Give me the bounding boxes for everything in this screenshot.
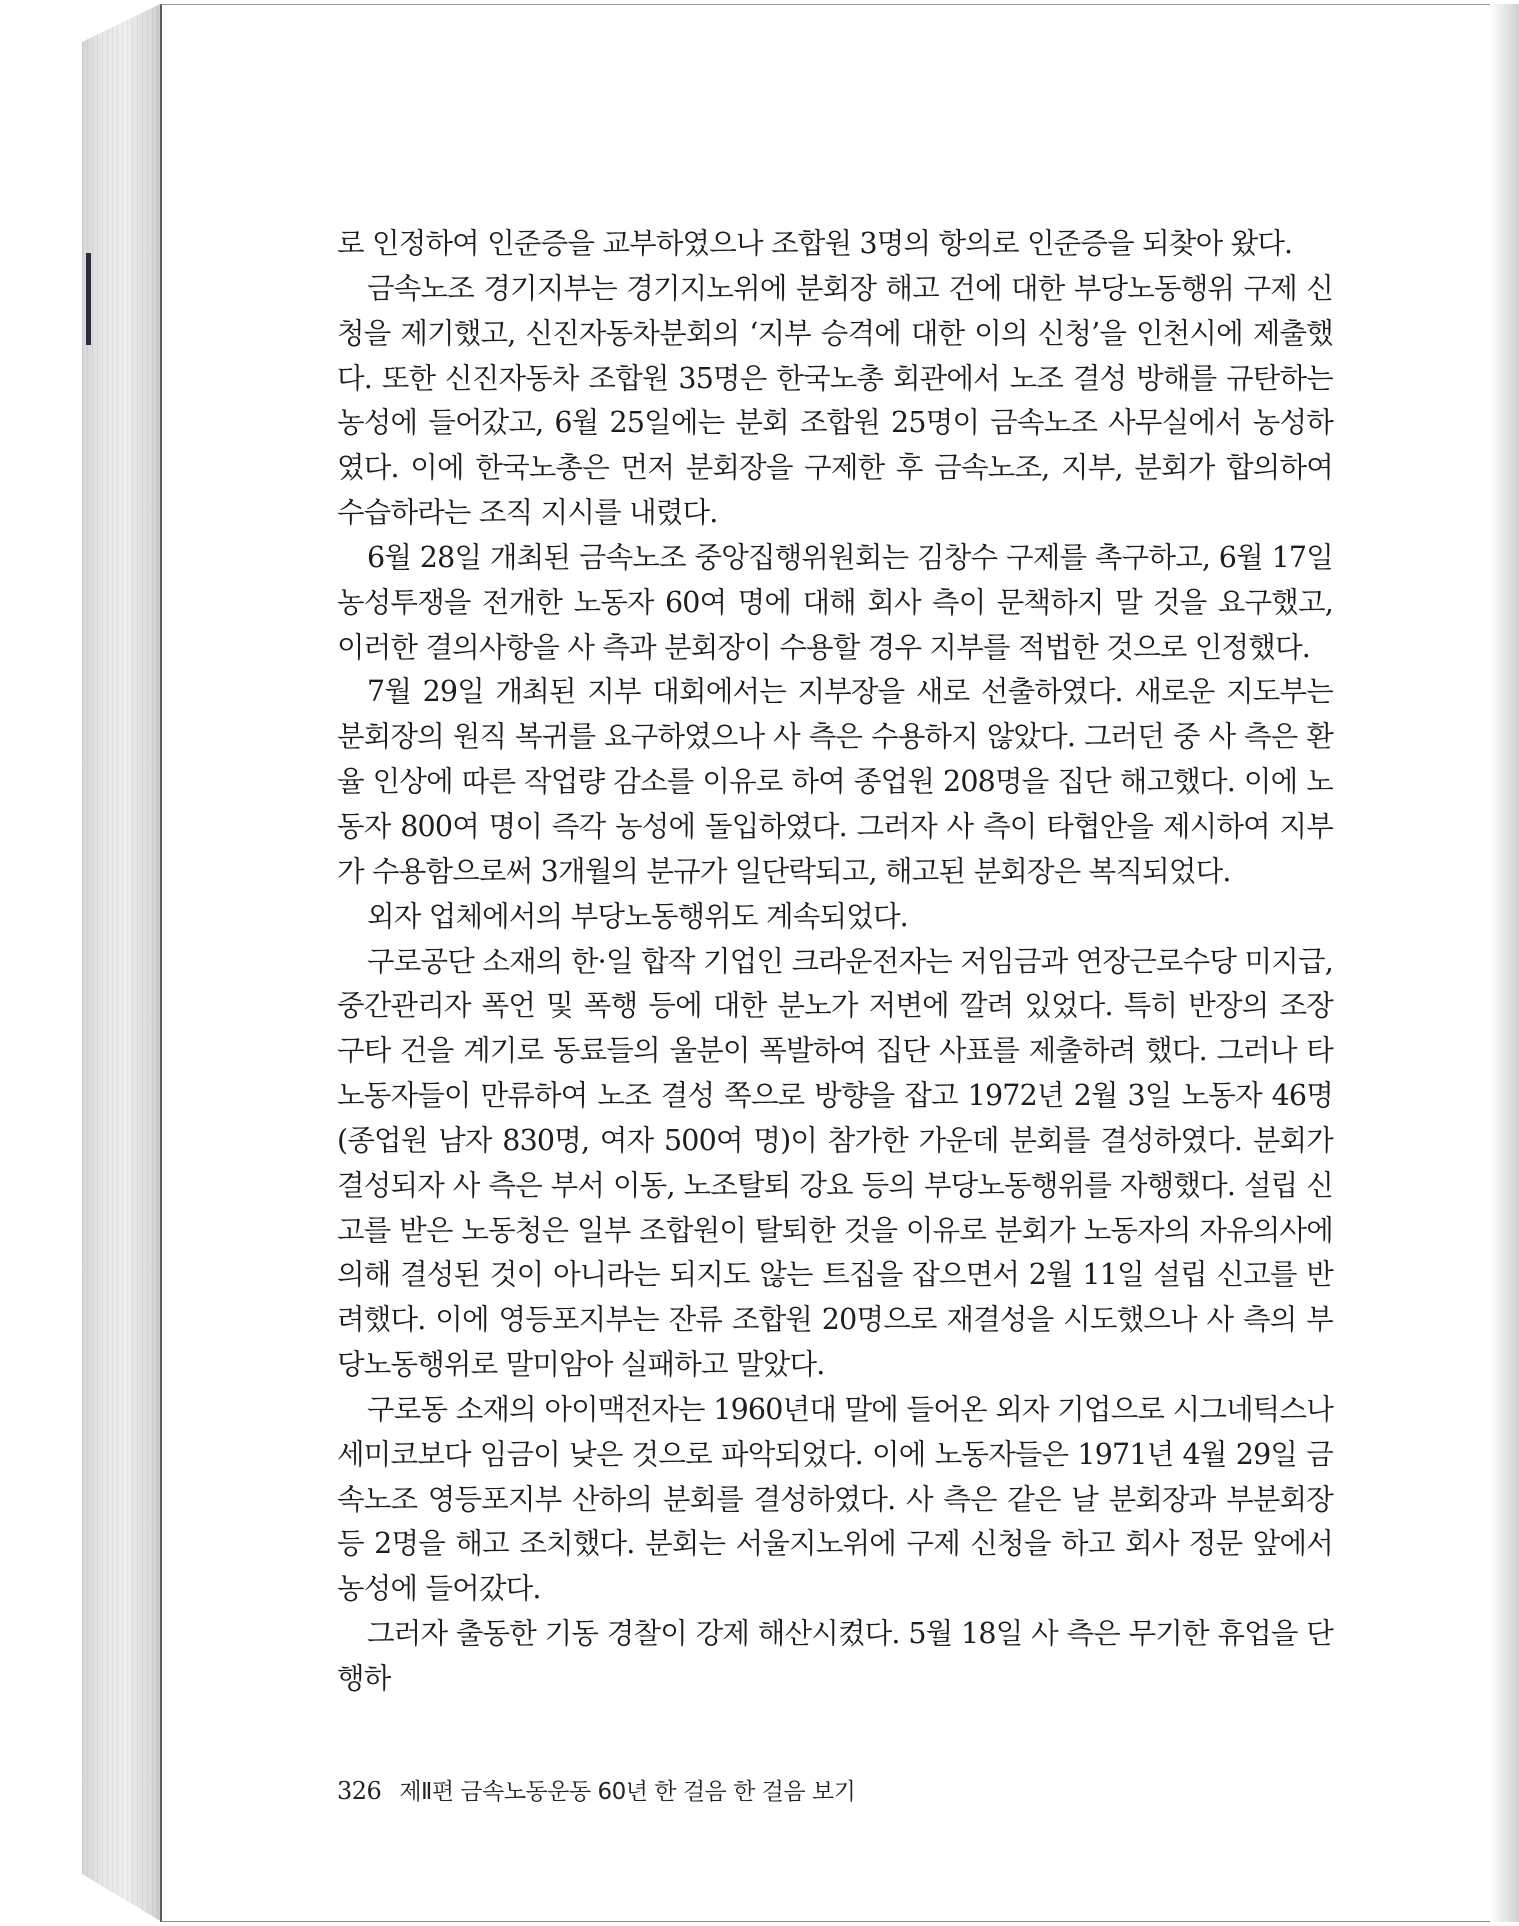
spine-bookmark-ribbon — [86, 253, 91, 345]
paragraph: 7월 29일 개최된 지부 대회에서는 지부장을 새로 선출하였다. 새로운 지도부는 분회장의 원직 복귀를 요구하였으나 사 측은 수용하지 않았다. 그러던 중 사 측은 환율 인상에 따른 작업량 감소를 이유로 하여 종업원 208명을 집단 해고했다. 이에 노동자 800여 명이 즉각 농성에 돌입하였다. 그러자 사 측이 타협안을 제시하여 지부가 수용함으로써 3개월의 분규가 일단락되고, 해고된 분회장은 복직되었다. — [337, 675, 1333, 888]
body-text — [337, 222, 1333, 1702]
page-right-shadow — [1490, 4, 1519, 1922]
paragraph: 외자 업체에서의 부당노동행위도 계속되었다. — [367, 899, 908, 933]
paragraph-continuation: 로 인정하여 인준증을 교부하였으나 조합원 3명의 항의로 인준증을 되찾아 왔다. — [337, 227, 1293, 260]
paragraph-continues: 그러자 출동한 기동 경찰이 강제 해산시켰다. 5월 18일 사 측은 무기한 휴업을 단행하 — [337, 1617, 1333, 1695]
page-number: 326 — [337, 1777, 382, 1805]
page-footer — [337, 1773, 855, 1809]
paragraph: 구로공단 소재의 한·일 합작 기업인 크라운전자는 저임금과 연장근로수당 미지급, 중간관리자 폭언 및 폭행 등에 대한 분노가 저변에 깔려 있었다. 특히 반장의 조장 구타 건을 계기로 동료들의 울분이 폭발하여 집단 사표를 제출하려 했다. 그러나 타 노동자들이 만류하여 노조 결성 쪽으로 방향을 잡고 1972년 2월 3일 노동자 46명(종업원 남자 830명, 여자 500여 명)이 참가한 가운데 분회를 결성하였다. 분회가 결성되자 사 측은 부서 이동, 노조탈퇴 강요 등의 부당노동행위를 자행했다. 설립 신고를 받은 노동청은 일부 조합원이 탈퇴한 것을 이유로 분회가 노동자의 자유의사에 의해 결성된 것이 아니라는 되지도 않는 트집을 잡으면서 2월 11일 설립 신고를 반려했다. 이에 영등포지부는 잔류 조합원 20명으로 재결성을 시도했으나 사 측의 부당노동행위로 말미암아 실패하고 말았다. — [337, 944, 1333, 1382]
paragraph: 6월 28일 개최된 금속노조 중앙집행위원회는 김창수 구제를 촉구하고, 6월 17일 농성투쟁을 전개한 노동자 60여 명에 대해 회사 측이 문책하지 말 것을 요구했고, 이러한 결의사항을 사 측과 분회장이 수용할 경우 지부를 적법한 것으로 인정했다. — [337, 540, 1333, 664]
paragraph: 금속노조 경기지부는 경기지노위에 분회장 해고 건에 대한 부당노동행위 구제 신청을 제기했고, 신진자동차분회의 ‘지부 승격에 대한 이의 신청’을 인천시에 제출했다. 또한 신진자동차 조합원 35명은 한국노총 회관에서 노조 결성 방해를 규탄하는 농성에 들어갔고, 6월 25일에는 분회 조합원 25명이 금속노조 사무실에서 농성하였다. 이에 한국노총은 먼저 분회장을 구제한 후 금속노조, 지부, 분회가 합의하여 수습하라는 조직 지시를 내렸다. — [337, 271, 1333, 530]
paragraph: 구로동 소재의 아이맥전자는 1960년대 말에 들어온 외자 기업으로 시그네틱스나 세미코보다 임금이 낮은 것으로 파악되었다. 이에 노동자들은 1971년 4월 29일 금속노조 영등포지부 산하의 분회를 결성하였다. 사 측은 같은 날 분회장과 부분회장 등 2명을 해고 조치했다. 분회는 서울지노위에 구제 신청을 하고 회사 정문 앞에서 농성에 들어갔다. — [337, 1392, 1333, 1606]
running-section-title: 제Ⅱ편 금속노동운동 60년 한 걸음 한 걸음 보기 — [399, 1779, 856, 1805]
book-page-edge-lines — [82, 4, 162, 1922]
